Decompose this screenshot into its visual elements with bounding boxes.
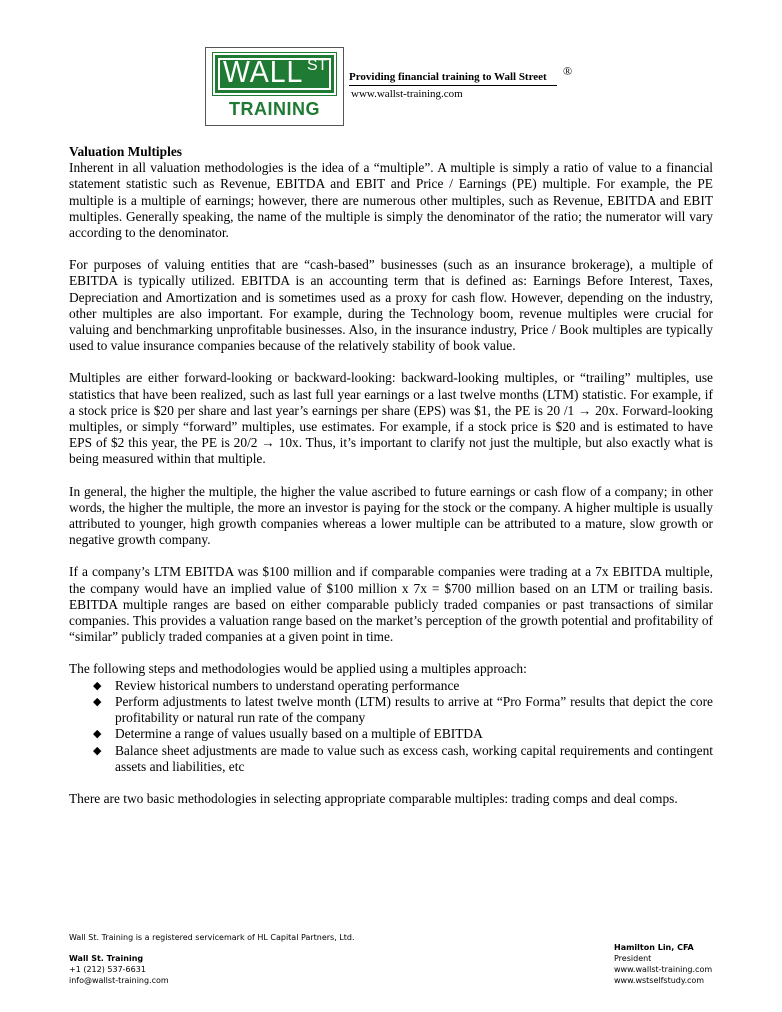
- footer-phone: +1 (212) 537-6631: [69, 965, 146, 974]
- footer-contact-right: [614, 942, 712, 986]
- logo-st-text: ST: [307, 57, 328, 74]
- footer-contact-left: [69, 953, 169, 986]
- paragraph-4: In general, the higher the multiple, the higher the value ascribed to future earnings or cash flow of a company; in other words, the higher the multiple, the more an investor is paying for the stock or the company. A higher multiple is usually attributed to younger, high growth companies whereas a lower multiple can be attributed to a mature, slow growth or negative growth company.: [69, 483, 713, 548]
- footer-company: Wall St. Training: [69, 954, 144, 963]
- step-text: Balance sheet adjustments are made to value such as excess cash, working capital requirements and contingent assets and liabilities, etc: [115, 742, 713, 774]
- wall-st-training-logo: [205, 47, 344, 126]
- paragraph-5: If a company’s LTM EBITDA was $100 million and if comparable companies were trading at a 7x EBITDA multiple, the company would have an implied value of $100 million x 7x = $700 million based on an LTM or trailing basis. EBITDA multiple ranges are based on either comparable publicly traded companies or past transactions of similar companies. This provides a valuation range based on the market’s perception of the growth potential and profitability of “similar” publicly traded companies at a given point in time.: [69, 564, 713, 645]
- diamond-bullet-icon: ◆: [93, 679, 102, 692]
- street-sign-graphic: [213, 53, 336, 95]
- paragraph-2: For purposes of valuing entities that are “cash-based” businesses (such as an insurance brokerage), a multiple of EBITDA is typically utilized. EBITDA is an accounting term that is defined as: Earnings Before Interest, Taxes, Depreciation and Amortization and is sometimes used as a proxy for cash flow. However, depending on the industry, other multiples are also important. For example, during the Technology boom, revenue multiples were crucial for valuing and benchmarking unprofitable businesses. Also, in the insurance industry, Price / Book multiples are typically used to value insurance companies because of the relatively stability of book value.: [69, 257, 713, 354]
- step-text: Determine a range of values usually based on a multiple of EBITDA: [115, 726, 483, 742]
- step-text: Perform adjustments to latest twelve month (LTM) results to arrive at “Pro Forma” results that depict the core profitability or natural run rate of the company: [115, 693, 713, 726]
- logo-training-text: TRAINING: [229, 99, 320, 119]
- paragraph-1: Inherent in all valuation methodologies is the idea of a “multiple”. A multiple is simply a ratio of value to a financial statement statistic such as Revenue, EBITDA and EBIT and Price / Earnings (PE) multiple. For example, the PE multiple is a multiple of earnings; however, there are numerous other multiples, such as Revenue, EBITDA and EBIT multiples. Generally speaking, the name of the multiple is simply the denominator of the ratio; the numerator will vary according to the denominator.: [69, 160, 713, 241]
- list-item: [93, 678, 713, 694]
- paragraph-3: Multiples are either forward-looking or backward-looking: backward-looking multiples, or “trailing” multiples, use statistics that have been realized, such as last full year earnings or a last twelve months (LTM) statistic. For example, if a stock price is $20 per share and last year’s earnings per share (EPS) was $1, the PE is 20 /1 → 20x. Forward-looking multiples, or simply “forward” multiples, use estimates. For example, if a stock price is $20 and is estimated to have EPS of $2 this year, the PE is 20/2 → 10x. Thus, it’s important to clarify not just the multiple, but also exactly what is being measured within that multiple.: [69, 370, 713, 467]
- registration-note: Wall St. Training is a registered servicemark of HL Capital Partners, Ltd.: [69, 933, 355, 942]
- document-body: [69, 144, 713, 823]
- steps-intro: The following steps and methodologies would be applied using a multiples approach:: [69, 661, 527, 677]
- registered-mark: ®: [563, 64, 573, 78]
- logo-wall-text: WALL: [223, 54, 304, 89]
- footer-site-1: www.wallst-training.com: [614, 965, 713, 974]
- header-website: www.wallst-training.com: [351, 88, 463, 100]
- tagline: Providing financial training to Wall Street: [349, 71, 547, 83]
- closing-paragraph: There are two basic methodologies in selecting appropriate comparable multiples: trading comps and deal comps.: [69, 790, 678, 806]
- steps-list: [69, 678, 713, 775]
- section-title: Valuation Multiples: [69, 144, 182, 159]
- diamond-bullet-icon: ◆: [93, 695, 102, 708]
- footer-site-2: www.wstselfstudy.com: [614, 976, 705, 985]
- diamond-bullet-icon: ◆: [93, 744, 102, 757]
- list-item: [93, 726, 713, 742]
- footer-email: info@wallst-training.com: [69, 976, 169, 985]
- footer-role: President: [614, 954, 652, 963]
- step-text: Review historical numbers to understand operating performance: [115, 677, 460, 693]
- list-item: [93, 743, 713, 775]
- list-item: [93, 694, 713, 726]
- tagline-underline: [349, 85, 557, 86]
- diamond-bullet-icon: ◆: [93, 728, 102, 741]
- footer-name: Hamilton Lin, CFA: [614, 943, 694, 952]
